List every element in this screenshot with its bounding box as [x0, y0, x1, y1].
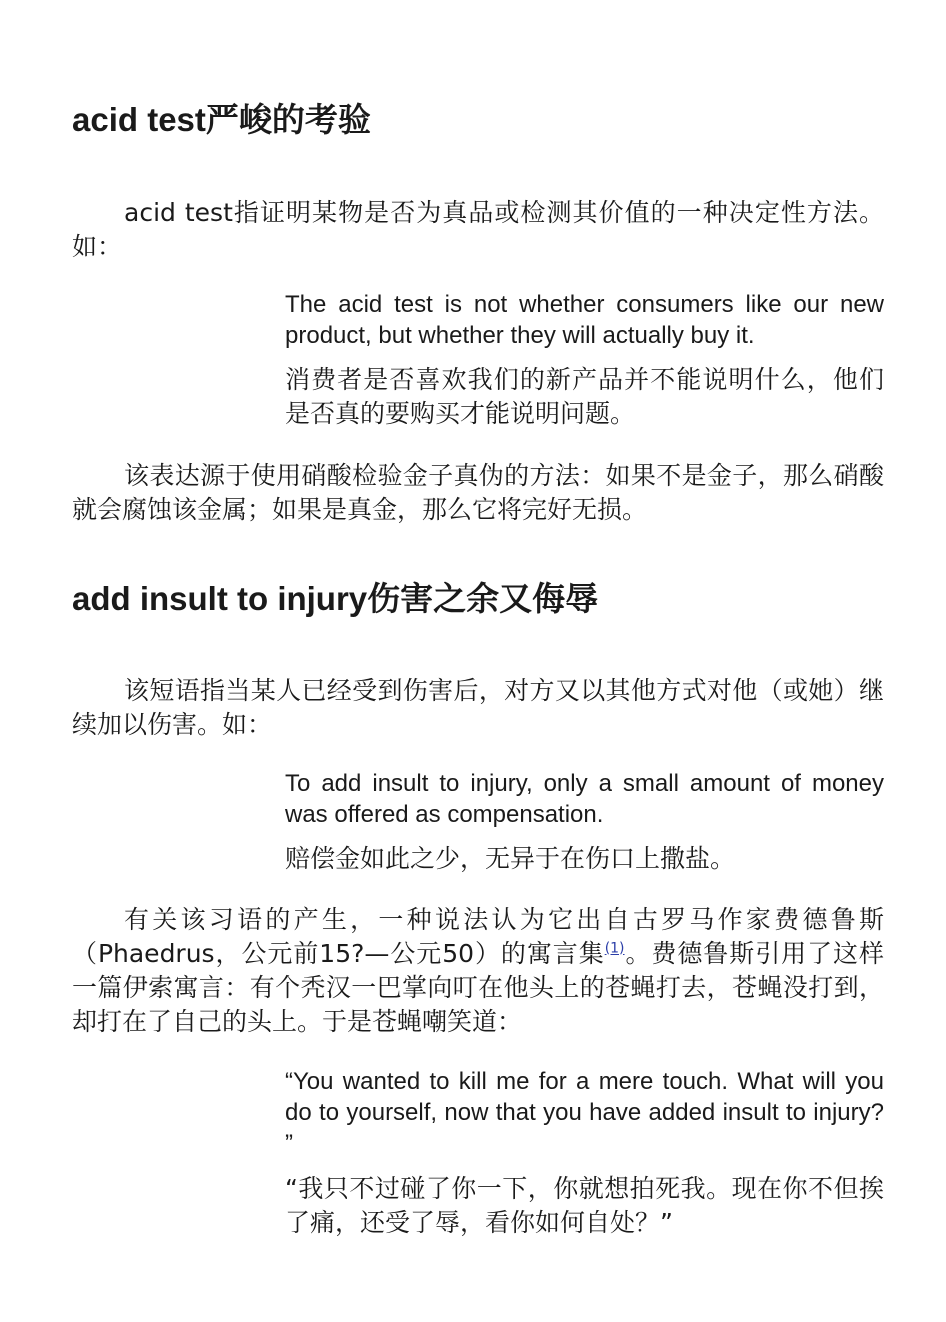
entry-intro: acid test指证明某物是否为真品或检测其价值的一种决定性方法。如： — [72, 198, 884, 261]
fable-quote-english: “You wanted to kill me for a mere touch. What will you do to yourself, now that you have added insult to injury? ” — [285, 1068, 884, 1157]
entry-heading: acid test严峻的考验 — [72, 101, 371, 138]
entry-heading: add insult to injury伤害之余又侮辱 — [72, 580, 599, 617]
example-english: To add insult to injury, only a small amount of money was offered as compensation. — [285, 770, 884, 828]
footnote-link[interactable]: (1) — [604, 940, 625, 957]
fable-quote-chinese: “我只不过碰了你一下，你就想拍死我。现在你不但挨了痛，还受了辱，看你如何自处？” — [285, 1174, 884, 1237]
origin-text-part2: 。费德鲁斯引用了这样一篇伊索寓言：有个秃汉一巴掌向叮在他头上的苍蝇打去，苍蝇没打到，却打在了自己的头上。于是苍蝇嘲笑道： — [72, 939, 884, 1036]
entry-intro: 该短语指当某人已经受到伤害后，对方又以其他方式对他（或她）继续加以伤害。如： — [72, 676, 884, 739]
entry-origin — [72, 903, 884, 1039]
origin-text-part1: 有关该习语的产生，一种说法认为它出自古罗马作家费德鲁斯（Phaedrus，公元前15?—公元50）的寓言集 — [72, 905, 884, 968]
example-english: The acid test is not whether consumers like our new product, but whether they will actually buy it. — [285, 291, 884, 349]
example-chinese: 消费者是否喜欢我们的新产品并不能说明什么，他们是否真的要购买才能说明问题。 — [285, 365, 884, 428]
entry-origin: 该表达源于使用硝酸检验金子真伪的方法：如果不是金子，那么硝酸就会腐蚀该金属；如果是真金，那么它将完好无损。 — [72, 461, 884, 524]
example-chinese: 赔偿金如此之少，无异于在伤口上撒盐。 — [285, 844, 736, 873]
